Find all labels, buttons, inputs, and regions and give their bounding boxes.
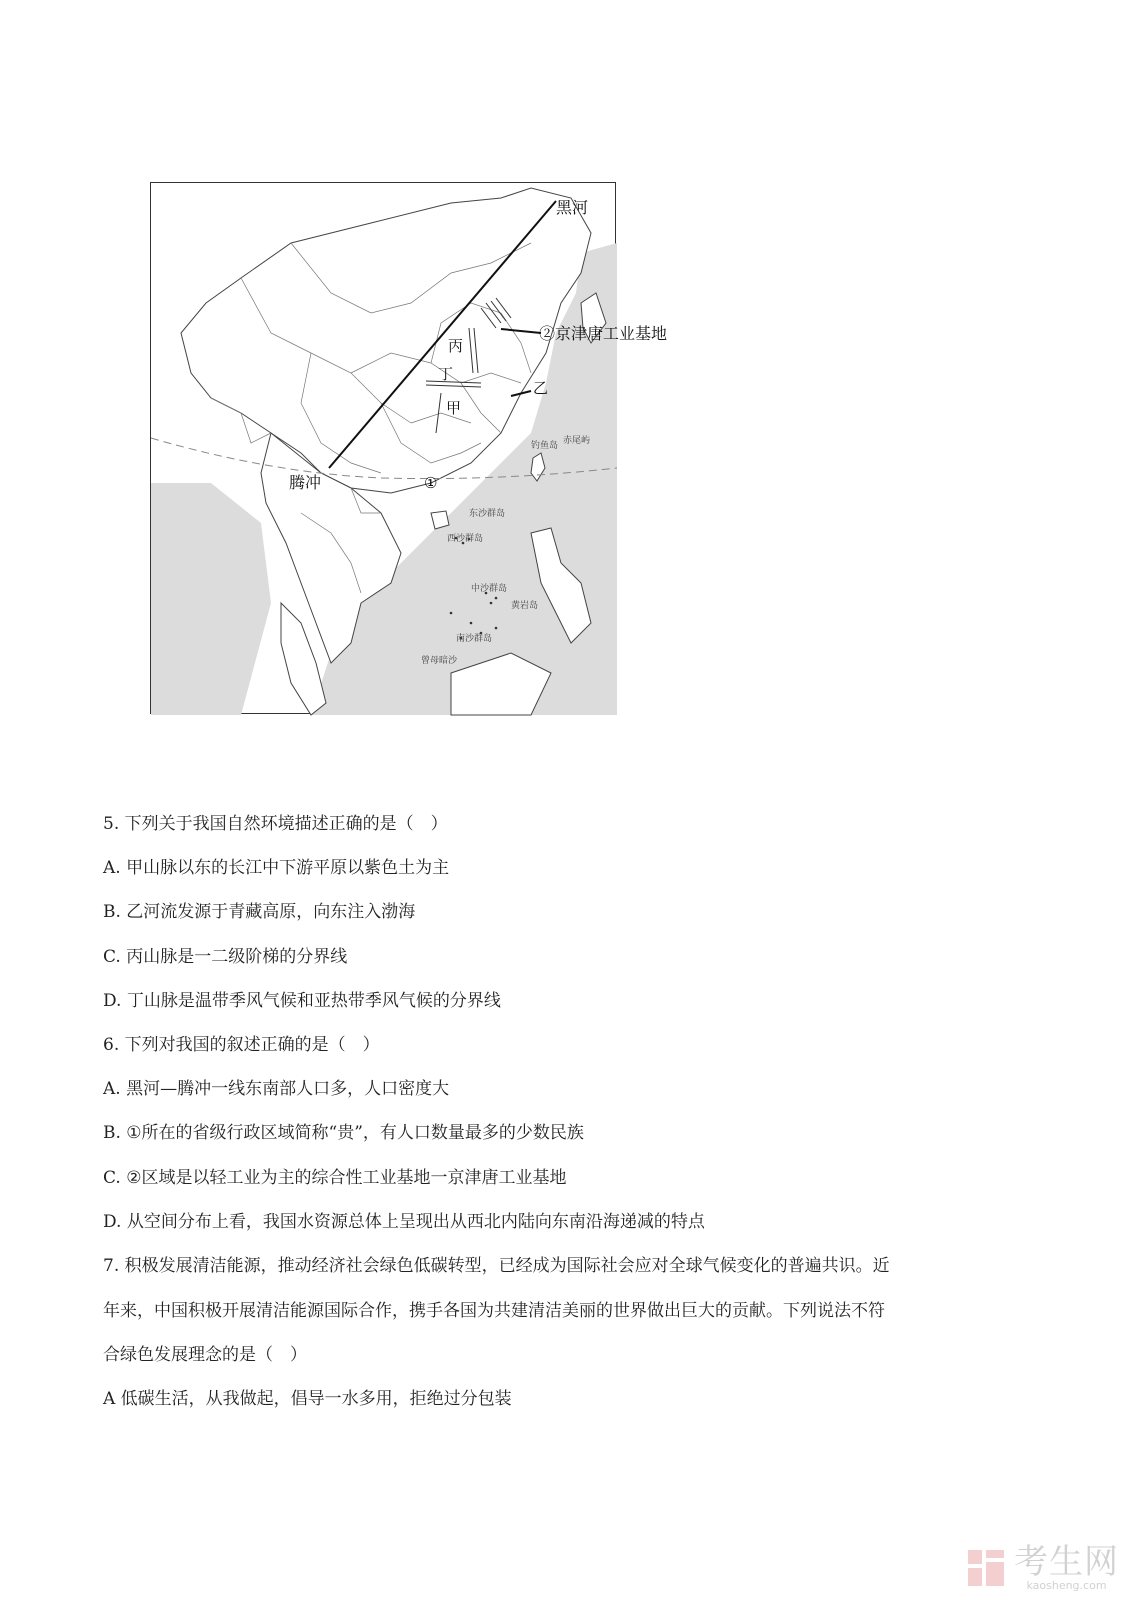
question-5-option-d: D. 丁山脉是温带季风气候和亚热带季风气候的分界线 [103,991,501,1011]
question-7-option-a: A 低碳生活，从我做起，倡导一水多用，拒绝过分包装 [103,1389,512,1409]
watermark [964,1544,1119,1592]
question-6-option-a: A. 黑河—腾冲一线东南部人口多，人口密度大 [103,1079,450,1099]
label-dongsha: 东沙群岛 [469,509,506,519]
question-7-stem-line-3: 合绿色发展理念的是（ ） [103,1345,307,1365]
question-7-stem-line-2: 年来，中国积极开展清洁能源国际合作，携手各国为共建清洁美丽的世界做出巨大的贡献。下列说法不符 [103,1301,885,1321]
label-nansha: 南沙群岛 [456,634,493,644]
watermark-url: kaosheng.com [1026,1579,1107,1592]
map-svg [151,183,668,715]
label-zengmu: 曾母暗沙 [421,656,458,666]
label-huangyan: 黄岩岛 [511,601,539,611]
label-jia: 甲 [446,399,462,417]
label-ding: 丁 [438,365,454,383]
label-zhongsha: 中沙群岛 [471,584,508,594]
question-6-option-c: C. ②区域是以轻工业为主的综合性工业基地一京津唐工业基地 [103,1168,567,1188]
watermark-text: 考生网 [1014,1542,1119,1582]
bay-of-bengal [151,483,271,715]
label-base: ②京津唐工业基地 [539,324,668,343]
question-6-option-d: D. 从空间分布上看，我国水资源总体上呈现出从西北内陆向东南沿海递减的特点 [103,1212,705,1232]
label-xisha: 西沙群岛 [447,534,484,544]
question-6-stem: 6. 下列对我国的叙述正确的是（ ） [103,1035,380,1055]
question-5-stem: 5. 下列关于我国自然环境描述正确的是（ ） [103,814,448,834]
question-5-option-b: B. 乙河流发源于青藏高原，向东注入渤海 [103,902,416,922]
label-chiwei: 赤尾屿 [563,436,591,446]
question-5-option-c: C. 丙山脉是一二级阶梯的分界线 [103,947,348,967]
question-5-option-a: A. 甲山脉以东的长江中下游平原以紫色土为主 [103,858,450,878]
question-6-option-b: B. ①所在的省级行政区域简称“贵”，有人口数量最多的少数民族 [103,1123,584,1143]
label-marker-1: ① [424,474,438,492]
watermark-logo-icon [964,1546,1008,1590]
label-heihe: 黑河 [556,198,589,217]
china-map-figure [150,182,668,714]
label-bing: 丙 [448,337,464,355]
question-7-stem-line-1: 7. 积极发展清洁能源，推动经济社会绿色低碳转型，已经成为国际社会应对全球气候变化的普遍共识。近 [103,1256,890,1276]
label-tengchong: 腾冲 [289,473,322,492]
label-yi: 乙 [533,379,549,397]
label-diaoyu: 钓鱼岛 [531,441,559,451]
